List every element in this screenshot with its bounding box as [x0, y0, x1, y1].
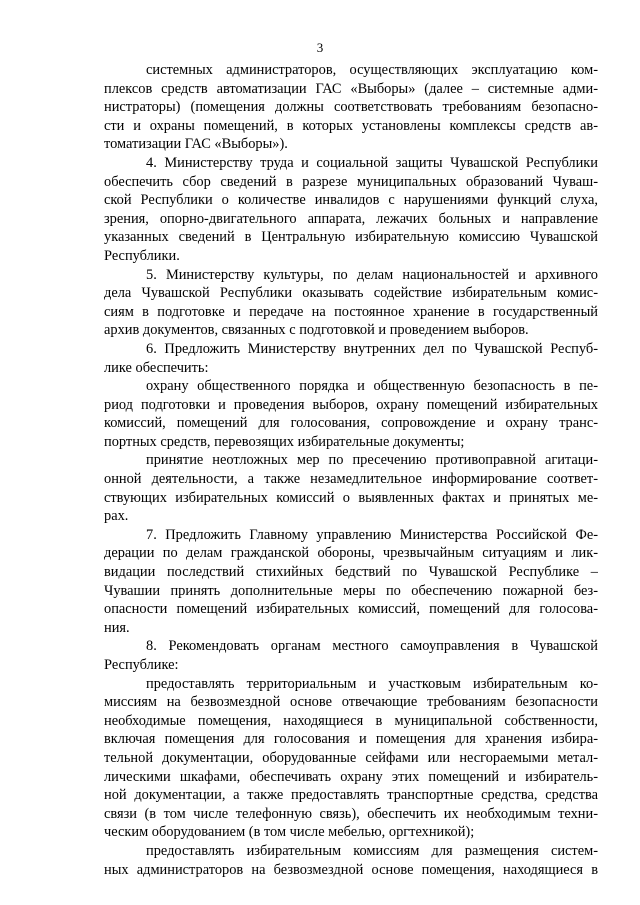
text-line: портных средств, перевозящих избирательные документы;	[104, 433, 465, 450]
text-line: риод подготовки и проведения выборов, охрану помещений избирательных	[104, 396, 598, 413]
text-line: архив документов, связанных с подготовкой и проведением выборов.	[104, 322, 529, 339]
text-line: ствующих избирательных комиссий о выявленных фактах и принятых ме-	[104, 489, 598, 506]
text-line: дела Чувашской Республики оказывать содействие избирательным комис-	[104, 285, 598, 302]
text-line: томатизации ГАС «Выборы»).	[104, 136, 288, 153]
text-line: 6. Предложить Министерству внутренних дел по Чувашской Респуб-	[146, 340, 598, 357]
page-number: 3	[316, 40, 324, 55]
text-line: тельной документации, оборудованные сейфами или несгораемыми метал-	[104, 749, 598, 766]
text-line: ской Республики о количестве инвалидов с нарушениями функций слуха,	[104, 192, 598, 209]
text-line: 8. Рекомендовать органам местного самоуправления в Чувашской	[146, 638, 598, 655]
text-line: сиям в подготовке и передаче на постоянное хранение в государственный	[104, 303, 598, 320]
text-line: ческим оборудованием (в том числе мебелью, оргтехникой);	[104, 824, 475, 841]
text-line: лике обеспечить:	[104, 359, 209, 376]
text-line: нистраторы) (помещения должны соответствовать требованиям безопасно-	[104, 99, 598, 116]
text-line: плексов средств автоматизации ГАС «Выборы» (далее – системные адми-	[104, 80, 598, 97]
text-line: указанных сведений в Центральную избирательную комиссию Чувашской	[104, 229, 598, 246]
text-line: опасности помещений избирательных комиссий, помещений для голосова-	[104, 601, 598, 618]
document-body	[104, 61, 598, 879]
text-line: миссиям на безвозмездной основе отвечающие требованиям безопасности	[104, 694, 598, 711]
text-line: предоставлять территориальным и участковым избирательным ко-	[146, 675, 598, 692]
text-line: ной документации, а также предоставлять транспортные средства, средства	[104, 787, 598, 804]
text-line: лическими шкафами, обеспечивать охрану этих помещений и избиратель-	[104, 768, 598, 785]
text-line: 4. Министерству труда и социальной защиты Чувашской Республики	[146, 154, 598, 171]
text-line: связи (в том числе телефонную связь), обеспечить их необходимым техни-	[104, 805, 598, 822]
text-line: Республике:	[104, 657, 179, 673]
text-line: Республики.	[104, 247, 180, 264]
text-line: обеспечить сбор сведений в разрезе муниципальных образований Чуваш-	[104, 173, 598, 190]
text-line: системных администраторов, осуществляющих эксплуатацию ком-	[146, 62, 598, 78]
text-line: принятие неотложных мер по пресечению противоправной агитаци-	[146, 452, 598, 469]
text-line: 5. Министерству культуры, по делам национальностей и архивного	[146, 266, 598, 283]
text-line: Чувашии принять дополнительные меры по обеспечению пожарной без-	[104, 582, 598, 599]
text-line: сти и охраны помещений, в которых установлены комплексы средств ав-	[104, 117, 598, 134]
text-line: онной деятельности, а также незамедлительное информирование соответ-	[104, 471, 598, 488]
text-line: комиссий, помещений для голосования, сопровождение и охрану транс-	[104, 415, 598, 432]
text-line: 7. Предложить Главному управлению Министерства Российской Фе-	[146, 526, 598, 543]
text-line: рах.	[104, 508, 129, 525]
text-line: предоставлять избирательным комиссиям для размещения систем-	[146, 842, 598, 859]
text-line: видации последствий стихийных бедствий по Чувашской Республике –	[104, 564, 598, 581]
text-line: ных администраторов на безвозмездной основе помещения, находящиеся в	[104, 861, 598, 878]
text-line: дерации по делам гражданской обороны, чрезвычайным ситуациям и лик-	[104, 545, 598, 562]
text-line: ния.	[104, 619, 130, 636]
text-line: включая помещения для голосования и помещения для хранения избира-	[104, 731, 598, 748]
text-line: необходимые помещения, находящиеся в муниципальной собственности,	[104, 712, 598, 729]
text-line: зрения, опорно-двигательного аппарата, лежачих больных и направление	[104, 210, 598, 227]
text-line: охрану общественного порядка и общественную безопасность в пе-	[146, 378, 598, 395]
